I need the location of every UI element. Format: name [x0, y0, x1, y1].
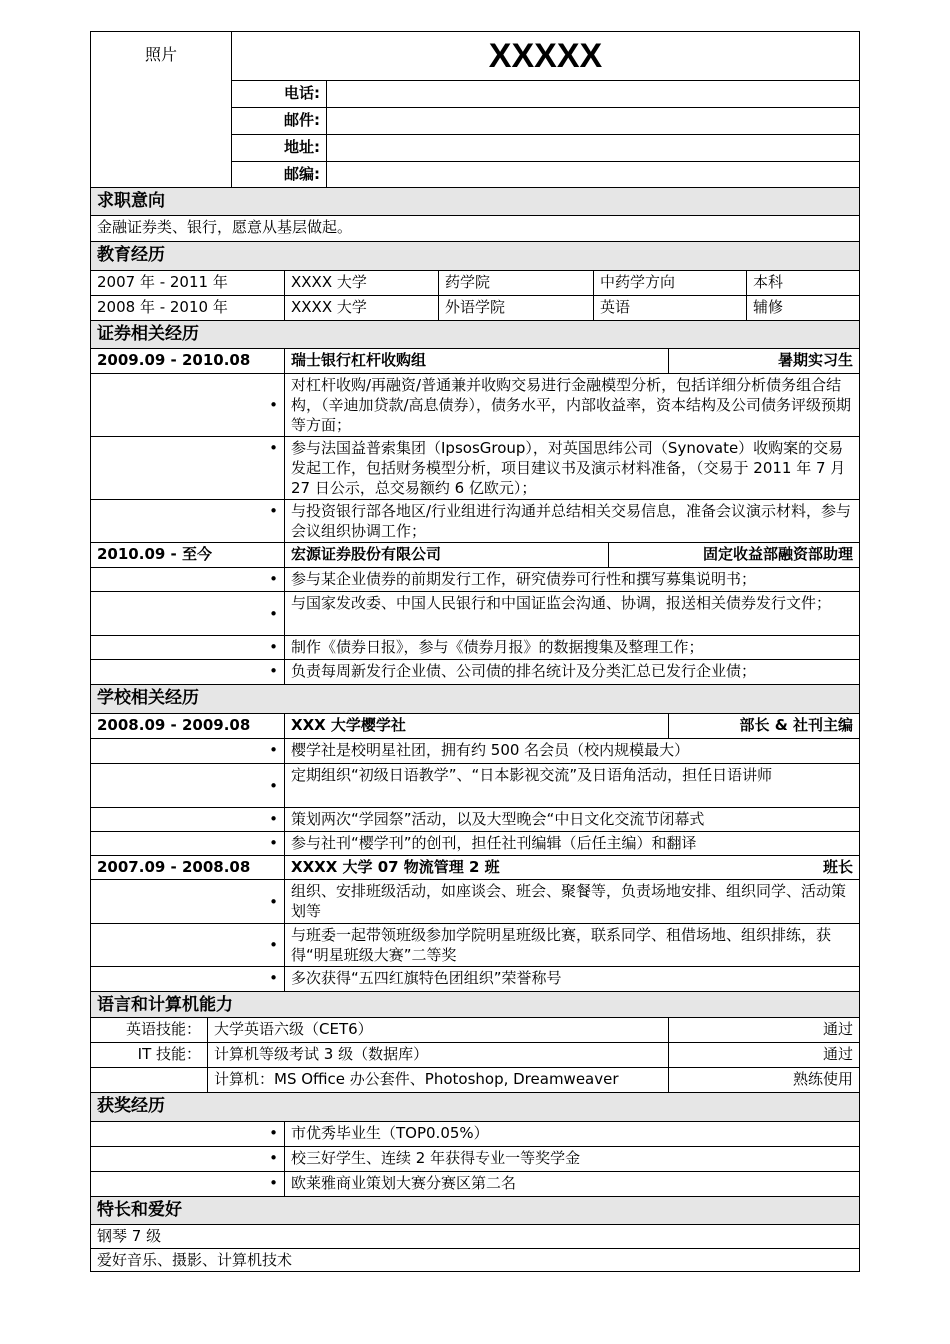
job-period: 2010.09 - 至今 — [97, 545, 212, 563]
photo-label: 照片 — [144, 45, 177, 64]
skill-level: 通过 — [668, 1018, 859, 1042]
email-value[interactable] — [326, 107, 859, 134]
job-item-text: 负责每周新发行企业债、公司债的排名统计及分类汇总已发行企业债； — [284, 660, 859, 684]
skill-row — [90, 1067, 860, 1093]
bullet: • — [269, 892, 278, 911]
activity-item — [90, 763, 860, 808]
contact-row-email — [232, 107, 859, 135]
contact-label: 地址: — [284, 138, 320, 156]
edu-college: 药学院 — [438, 271, 593, 295]
section-school: 学校相关经历 — [90, 684, 860, 714]
activity-item — [90, 831, 860, 856]
activity-item-text: 多次获得“五四红旗特色团组织”荣誉称号 — [284, 967, 859, 991]
section-education: 教育经历 — [90, 241, 860, 271]
edu-school: XXXX 大学 — [284, 296, 438, 320]
activity-period: 2007.09 - 2008.08 — [97, 858, 251, 876]
edu-school: XXXX 大学 — [284, 271, 438, 295]
award-item — [90, 1121, 860, 1147]
activity-org: XXXX 大学 07 物流管理 2 班 — [284, 856, 668, 879]
bullet: • — [269, 1174, 278, 1192]
job-item-text: 参与法国益普索集团（IpsosGroup），对英国思纬公司（Synovate）收购案的交易发起工作，包括财务模型分析，项目建议书及演示材料准备，（交易于 2011 年 7 月 27 日公示，总交易额约 6 亿欧元）； — [284, 437, 859, 499]
skill-level: 熟练使用 — [668, 1068, 859, 1092]
contact-label: 邮编: — [284, 165, 320, 183]
job-item — [90, 635, 860, 660]
education-row — [90, 295, 860, 321]
contact-row-phone — [232, 80, 859, 108]
bullet: • — [269, 396, 278, 414]
section-skills: 语言和计算机能力 — [90, 991, 860, 1018]
award-item — [90, 1146, 860, 1172]
activity-item-text: 与班委一起带领班级参加学院明星班级比赛，联系同学、租借场地、组织排练，获得“明星班级大赛”二等奖 — [284, 924, 859, 966]
edu-college: 外语学院 — [438, 296, 593, 320]
name-title: XXXXX — [232, 32, 859, 81]
job-item-text: 与国家发改委、中国人民银行和中国证监会沟通、协调，报送相关债券发行文件； — [284, 592, 859, 635]
job-item-text: 参与某企业债券的前期发行工作，研究债券可行性和撰写募集说明书； — [284, 568, 859, 591]
edu-degree: 本科 — [746, 271, 859, 295]
activity-item-text: 参与社刊“樱学刊”的创刊，担任社刊编辑（后任主编）和翻译 — [284, 832, 859, 855]
activity-item — [90, 923, 860, 967]
edu-degree: 辅修 — [746, 296, 859, 320]
activity-item — [90, 738, 860, 764]
bullet: • — [269, 439, 278, 457]
job-header — [90, 348, 860, 374]
address-value[interactable] — [326, 134, 859, 161]
job-role: 固定收益部融资部助理 — [608, 543, 859, 567]
activity-role: 部长 & 社刊主编 — [668, 714, 859, 738]
section-hobbies: 特长和爱好 — [90, 1196, 860, 1225]
bullet: • — [269, 638, 278, 656]
job-period: 2009.09 - 2010.08 — [97, 351, 251, 369]
bullet: • — [269, 662, 278, 680]
skill-item: 计算机等级考试 3 级（数据库） — [207, 1043, 668, 1067]
activity-item-text: 定期组织“初级日语教学”、“日本影视交流”及日语角活动，担任日语讲师 — [284, 764, 859, 807]
contact-label: 邮件: — [284, 111, 320, 129]
section-awards: 获奖经历 — [90, 1092, 860, 1122]
bullet: • — [269, 502, 278, 520]
bullet: • — [269, 776, 278, 795]
award-text: 欧莱雅商业策划大赛分赛区第二名 — [284, 1172, 859, 1196]
hobby-item: 钢琴 7 级 — [90, 1224, 860, 1249]
skill-row — [90, 1017, 860, 1043]
job-org: 瑞士银行杠杆收购组 — [284, 349, 668, 373]
activity-item — [90, 807, 860, 832]
header-right — [231, 32, 859, 187]
skill-item: 大学英语六级（CET6） — [207, 1018, 668, 1042]
bullet: • — [269, 1149, 278, 1167]
bullet: • — [269, 969, 278, 987]
job-item — [90, 659, 860, 685]
award-text: 校三好学生、连续 2 年获得专业一等奖学金 — [284, 1147, 859, 1171]
activity-item-text: 策划两次“学园祭”活动，以及大型晚会“中日文化交流节闭幕式 — [284, 808, 859, 831]
bullet: • — [269, 810, 278, 828]
skill-level: 通过 — [668, 1043, 859, 1067]
activity-header — [90, 713, 860, 739]
bullet: • — [269, 936, 278, 954]
bullet: • — [269, 570, 278, 588]
activity-role: 班长 — [822, 858, 853, 876]
activity-org: XXX 大学樱学社 — [284, 714, 668, 738]
job-item — [90, 499, 860, 543]
hobby-item: 爱好音乐、摄影、计算机技术 — [90, 1248, 860, 1272]
contact-label: 电话: — [284, 84, 320, 102]
bullet: • — [269, 834, 278, 852]
job-org: 宏源证券股份有限公司 — [284, 543, 608, 567]
section-securities: 证券相关经历 — [90, 320, 860, 349]
job-item-text: 与投资银行部各地区/行业组进行沟通并总结相关交易信息，准备会议演示材料，参与会议组织协调工作； — [284, 500, 859, 542]
job-item-text: 制作《债券日报》，参与《债券月报》的数据搜集及整理工作； — [284, 636, 859, 659]
edu-period: 2007 年 - 2011 年 — [97, 273, 228, 291]
bullet: • — [269, 604, 278, 623]
award-text: 市优秀毕业生（TOP0.05%） — [284, 1122, 859, 1146]
edu-major: 英语 — [593, 296, 746, 320]
skill-label: 英语技能： — [125, 1020, 201, 1038]
job-item — [90, 591, 860, 636]
skill-item: 计算机：MS Office 办公套件、Photoshop, Dreamweaver — [207, 1068, 668, 1092]
activity-item-text: 组织、安排班级活动，如座谈会、班会、聚餐等，负责场地安排、组织同学、活动策划等 — [284, 880, 859, 923]
edu-period: 2008 年 - 2010 年 — [97, 298, 228, 316]
edu-major: 中药学方向 — [593, 271, 746, 295]
job-item — [90, 373, 860, 437]
activity-header — [90, 855, 860, 880]
skill-label: IT 技能： — [137, 1045, 201, 1063]
bullet: • — [269, 1124, 278, 1142]
activity-item-text: 樱学社是校明星社团，拥有约 500 名会员（校内规模最大） — [284, 739, 859, 763]
job-role: 暑期实习生 — [668, 349, 859, 373]
job-item — [90, 436, 860, 500]
activity-period: 2008.09 - 2009.08 — [97, 716, 251, 734]
header-block — [90, 31, 860, 188]
job-header — [90, 542, 860, 568]
zip-value[interactable] — [326, 161, 859, 187]
activity-item — [90, 879, 860, 924]
phone-value[interactable] — [326, 80, 859, 107]
job-item-text: 对杠杆收购/再融资/普通兼并收购交易进行金融模型分析，包括详细分析债务组合结构，（辛迪加贷款/高息债券），债务水平，内部收益率，资本结构及公司债务评级预期等方面； — [284, 374, 859, 436]
objective-text: 金融证券类、银行，愿意从基层做起。 — [90, 215, 860, 242]
skill-row — [90, 1042, 860, 1068]
contact-row-zip — [232, 161, 859, 187]
activity-item — [90, 966, 860, 992]
photo-placeholder — [91, 32, 231, 187]
section-objective: 求职意向 — [90, 187, 860, 216]
bullet: • — [269, 741, 278, 759]
education-row — [90, 270, 860, 296]
job-item — [90, 567, 860, 592]
contact-row-address — [232, 134, 859, 162]
award-item — [90, 1171, 860, 1197]
skill-label — [91, 1068, 207, 1092]
